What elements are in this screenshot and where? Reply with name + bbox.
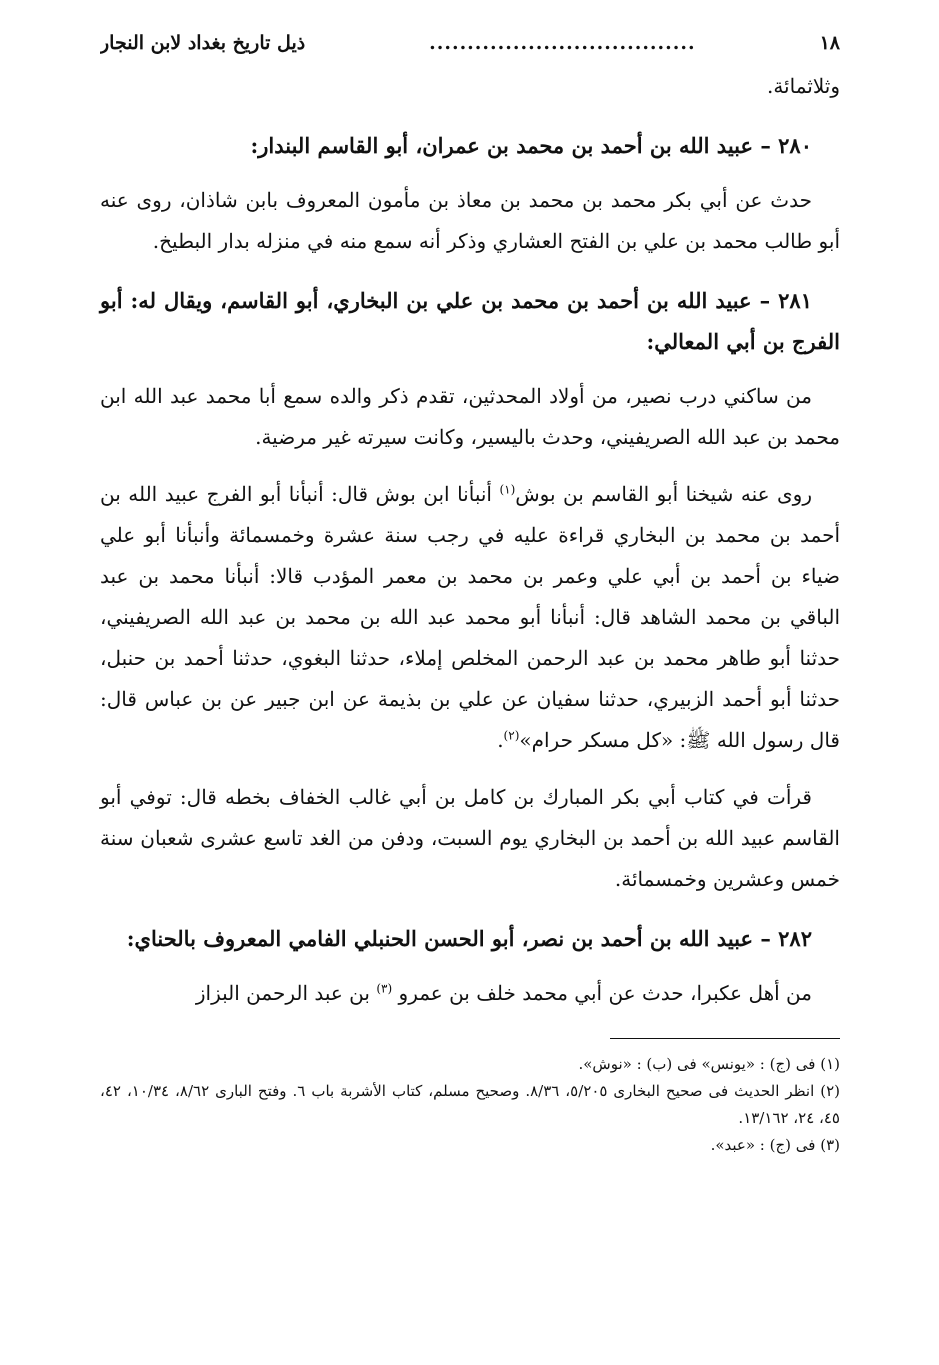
paragraph-text: أنبأنا ابن بوش قال: أنبأنا أبو الفرج عبيد الله بن أحمد بن محمد بن البخاري قراءة عليه في رجب سنة عشرة وخمسمائة وأنبأنا أبو علي ضياء بن أحمد بن أبي علي وعمر بن محمد بن معمر المؤدب قالا: أنبأنا محمد بن عبد الباقي بن محمد الشاهد قال: أنبأنا أبو محمد عبد الله بن محمد بن عبد الله الصريفيني، حدثنا أبو طاهر محمد بن عبد الرحمن المخلص إملاء، حدثنا البغوي، حدثنا أحمد بن حنبل، حدثنا أبو أحمد الزبيري، حدثنا سفيان عن علي بن بذيمة عن ابن جبير عن بن عباس قال: قال رسول الله ﷺ: «كل مسكر حرام» — [100, 482, 840, 752]
entry-281-heading: ٢٨١ – عبيد الله بن أحمد بن محمد بن علي بن البخاري، أبو القاسم، ويقال له: أبو الفرج بن أبي المعالي: — [100, 288, 840, 354]
entry-281-paragraph-1: من ساكني درب نصير، من أولاد المحدثين، تقدم ذكر والده سمع أبا محمد عبد الله ابن محمد بن عبد الله الصريفيني، وحدث باليسير، وكانت سيرته غير مرضية. — [100, 384, 840, 449]
footnote-separator — [610, 1038, 840, 1039]
entry-282-paragraph — [100, 973, 840, 1014]
paragraph-text: بن عبد الرحمن البزاز — [195, 981, 377, 1005]
entry-281-paragraph-2 — [100, 474, 840, 761]
footnote-ref-2: (٢) — [503, 728, 520, 743]
paragraph-text: . — [497, 728, 504, 752]
paragraph-text: روى عنه شيخنا أبو القاسم بن بوش — [515, 482, 812, 506]
leader-dots: ................................... — [429, 32, 696, 54]
page-number: ١٨ — [819, 32, 840, 54]
running-head — [100, 28, 840, 58]
footnote-1: (١) فى (ج) : «يونس» فى (ب) : «نوش». — [578, 1055, 840, 1073]
entry-282-heading: ٢٨٢ – عبيد الله بن أحمد بن نصر، أبو الحسن الحنبلي الفامي المعروف بالحناي: — [126, 926, 812, 951]
footnote-ref-3: (٣) — [376, 981, 393, 996]
book-title: ذيل تاريخ بغداد لابن النجار — [100, 32, 306, 54]
paragraph-text: من أهل عكبرا، حدث عن أبي محمد خلف بن عمرو — [392, 981, 812, 1005]
entry-281-paragraph-3: قرأت في كتاب أبي بكر المبارك بن كامل بن أبي غالب الخفاف بخطه قال: توفي أبو القاسم عبيد الله بن أحمد بن البخاري يوم السبت، ودفن من الغد تاسع عشرى شعبان سنة خمس وعشرين وخمسمائة. — [100, 785, 840, 891]
footnote-2: (٢) انظر الحديث فى صحيح البخارى ٥/٢٠٥، ٨/٣٦. وصحيح مسلم، كتاب الأشربة باب ٦. وفتح البارى ٨/٦٢، ١٠/٣٤، ٤٢، ٤٥، ٢٤، ١٣/١٦٢. — [100, 1082, 841, 1127]
continuation-paragraph: وثلاثمائة. — [766, 74, 840, 98]
footnote-3: (٣) فى (ج) : «عبد». — [710, 1136, 840, 1154]
entry-280-paragraph: حدث عن أبي بكر محمد بن محمد بن معاذ بن مأمون المعروف بابن شاذان، روى عنه أبو طالب محمد بن علي بن الفتح العشاري وذكر أنه سمع منه في منزله بدار البطيخ. — [100, 188, 840, 253]
document-page — [100, 28, 840, 1328]
footnote-ref-1: (١) — [499, 482, 516, 497]
footnotes — [100, 1051, 840, 1159]
entry-280-heading: ٢٨٠ – عبيد الله بن أحمد بن محمد بن عمران، أبو القاسم البندار: — [250, 133, 812, 158]
